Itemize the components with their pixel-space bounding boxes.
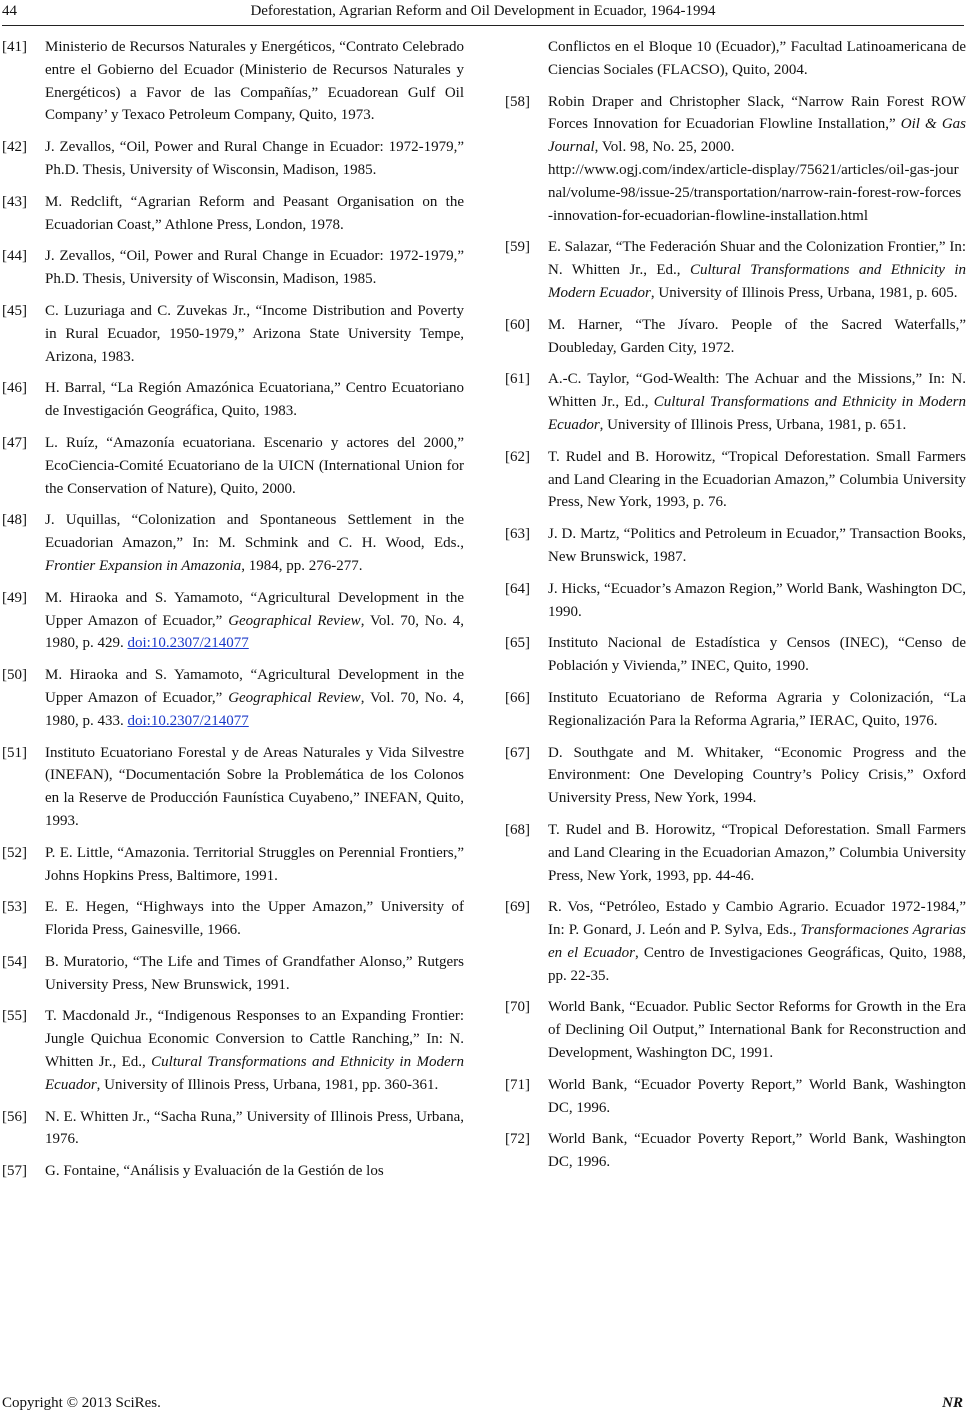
page-header bbox=[0, 0, 966, 22]
reference-text: M. Hiraoka and S. Yamamoto, “Agricultural Development in the Upper Amazon of Ecuador,” bbox=[45, 667, 464, 706]
reference-entry bbox=[505, 1074, 966, 1120]
running-title: Deforestation, Agrarian Reform and Oil Development in Ecuador, 1964-1994 bbox=[250, 3, 716, 19]
reference-number: [46] bbox=[2, 380, 27, 397]
reference-source-title: Cultural Transformations and Ethnicity in Modern Ecuador bbox=[548, 394, 966, 433]
reference-details: , University of Illinois Press, Urbana, 1981, p. 605. bbox=[650, 284, 958, 301]
reference-number: [51] bbox=[2, 744, 27, 761]
reference-text: J. Zevallos, “Oil, Power and Rural Change in Ecuador: 1972-1979,” Ph.D. Thesis, University of Wisconsin, Madison, 1985. bbox=[45, 139, 464, 178]
reference-text: Ministerio de Recursos Naturales y Energéticos, “Contrato Celebrado entre el Gobierno del Ecuador (Ministerio de Recursos Naturales y Energéticos) a Favor de las Compañías,” Ecuadorean Gulf Oil Company’ y Texaco Petroleum Company, Quito, 1973. bbox=[45, 39, 464, 124]
reference-number: [68] bbox=[505, 821, 530, 838]
reference-number: [67] bbox=[505, 744, 530, 761]
reference-number: [58] bbox=[505, 93, 530, 110]
reference-text: R. Vos, “Petróleo, Estado y Cambio Agrario. Ecuador 1972-1984,” In: P. Gonard, J. León and P. Sylva, Eds., bbox=[548, 899, 966, 939]
reference-number: [61] bbox=[505, 371, 530, 388]
reference-entry bbox=[505, 446, 966, 514]
reference-text: N. E. Whitten Jr., “Sacha Runa,” University of Illinois Press, Urbana, 1976. bbox=[45, 1108, 464, 1148]
reference-number: [63] bbox=[505, 526, 530, 543]
doi-link[interactable]: doi:10.2307/214077 bbox=[127, 635, 249, 652]
reference-entry bbox=[505, 36, 966, 82]
references-left-column bbox=[2, 36, 464, 1192]
reference-details: , Centro de Investigaciones Geográficas, Quito, 1988, pp. 22-35. bbox=[548, 944, 966, 984]
reference-number: [64] bbox=[505, 580, 530, 597]
reference-number: [49] bbox=[2, 589, 27, 606]
reference-number: [70] bbox=[505, 999, 530, 1016]
reference-entry bbox=[505, 1128, 966, 1174]
reference-number: [62] bbox=[505, 448, 530, 465]
journal-abbreviation: NR bbox=[942, 1395, 963, 1411]
reference-entry bbox=[505, 819, 966, 887]
reference-entry bbox=[2, 245, 464, 291]
reference-number: [47] bbox=[2, 434, 27, 451]
reference-entry bbox=[2, 842, 464, 888]
page-footer bbox=[0, 1392, 966, 1414]
reference-text: World Bank, “Ecuador. Public Sector Reforms for Growth in the Era of Declining Oil Output,” International Bank for Reconstruction and Development, Washington DC, 1991. bbox=[548, 999, 966, 1062]
reference-entry bbox=[2, 136, 464, 182]
reference-number: [43] bbox=[2, 193, 27, 210]
reference-text: World Bank, “Ecuador Poverty Report,” World Bank, Washington DC, 1996. bbox=[548, 1131, 966, 1171]
reference-entry bbox=[505, 368, 966, 436]
reference-number: [52] bbox=[2, 844, 27, 861]
reference-source-title: Cultural Transformations and Ethnicity in Modern Ecuador bbox=[548, 262, 966, 301]
reference-text: T. Rudel and B. Horowitz, “Tropical Deforestation. Small Farmers and Land Clearing in the Ecuadorian Amazon,” Columbia University Press, New York, 1993, pp. 44-46. bbox=[548, 821, 966, 884]
reference-entry bbox=[505, 236, 966, 304]
reference-number: [55] bbox=[2, 1008, 27, 1025]
reference-text: L. Ruíz, “Amazonía ecuatoriana. Escenario y actores del 2000,” EcoCiencia-Comité Ecuatoriano de la UICN (International Union for the Conservation of Nature), Quito, 2000. bbox=[45, 434, 464, 497]
reference-source-title: Transformaciones Agrarias en el Ecuador bbox=[548, 922, 966, 961]
reference-text: Robin Draper and Christopher Slack, “Narrow Rain Forest ROW Forces Innovation for Ecuadorian Flowline Installation,” bbox=[548, 93, 966, 133]
reference-details: , Vol. 98, No. 25, 2000. bbox=[594, 139, 735, 156]
reference-entry bbox=[2, 587, 464, 655]
reference-number: [53] bbox=[2, 899, 27, 916]
reference-entry bbox=[2, 36, 464, 127]
reference-number: [57] bbox=[2, 1163, 27, 1180]
reference-number: [56] bbox=[2, 1108, 27, 1125]
reference-text: C. Luzuriaga and C. Zuvekas Jr., “Income Distribution and Poverty in Rural Ecuador, 1950-1979,” Arizona State University Tempe, Arizona, 1983. bbox=[45, 302, 464, 365]
page-number: 44 bbox=[2, 3, 17, 19]
reference-number: [50] bbox=[2, 667, 27, 684]
reference-entry bbox=[2, 1160, 464, 1183]
reference-number: [41] bbox=[2, 39, 27, 55]
reference-source-title: Oil & Gas Journal bbox=[548, 116, 966, 156]
reference-text: J. Hicks, “Ecuador’s Amazon Region,” World Bank, Washington DC, 1990. bbox=[548, 580, 966, 620]
reference-number: [45] bbox=[2, 302, 27, 319]
reference-number: [44] bbox=[2, 248, 27, 265]
reference-text: D. Southgate and M. Whitaker, “Economic Progress and the Environment: One Developing Country’s Policy Crisis,” Oxford University Press, New York, 1994. bbox=[548, 744, 966, 807]
reference-entry bbox=[2, 191, 464, 237]
reference-source-title: Geographical Review bbox=[228, 689, 361, 706]
reference-number: [54] bbox=[2, 953, 27, 970]
references-right-column bbox=[505, 36, 966, 1183]
reference-entry bbox=[2, 664, 464, 732]
reference-text: T. Macdonald Jr., “Indigenous Responses to an Expanding Frontier: Jungle Quichua Economic Conversion to Cattle Ranching,” In: N. Whitten Jr., Ed., bbox=[45, 1008, 464, 1071]
reference-text: M. Harner, “The Jívaro. People of the Sacred Waterfalls,” Doubleday, Garden City, 1972. bbox=[548, 316, 966, 356]
reference-details: , 1984, pp. 276-277. bbox=[241, 557, 363, 574]
reference-entry bbox=[2, 377, 464, 423]
reference-text: M. Redclift, “Agrarian Reform and Peasant Organisation on the Ecuadorian Coast,” Athlone Press, London, 1978. bbox=[45, 193, 464, 233]
reference-source-title: Cultural Transformations and Ethnicity in Modern Ecuador bbox=[45, 1054, 464, 1093]
reference-entry bbox=[505, 896, 966, 987]
reference-entry bbox=[505, 523, 966, 569]
reference-entry bbox=[505, 996, 966, 1064]
reference-text: T. Rudel and B. Horowitz, “Tropical Deforestation. Small Farmers and Land Clearing in the Ecuadorian Amazon,” Columbia University Press, New York, 1993, p. 76. bbox=[548, 448, 966, 511]
reference-text: M. Hiraoka and S. Yamamoto, “Agricultural Development in the Upper Amazon of Ecuador,” bbox=[45, 589, 464, 629]
reference-entry bbox=[2, 742, 464, 833]
header-rule bbox=[2, 25, 964, 26]
reference-url[interactable]: http://www.ogj.com/index/article-display/75621/articles/oil-gas-journal/volume-98/issue-25/transportation/narrow-rain-forest-row-forces-innovation-for-ecuadorian-flowline-installation.html bbox=[548, 161, 962, 224]
reference-entry bbox=[2, 896, 464, 942]
doi-link[interactable]: doi:10.2307/214077 bbox=[127, 712, 249, 729]
reference-text: A.-C. Taylor, “God-Wealth: The Achuar and the Missions,” In: N. Whitten Jr., Ed., bbox=[548, 371, 966, 411]
reference-text: B. Muratorio, “The Life and Times of Grandfather Alonso,” Rutgers University Press, New Brunswick, 1991. bbox=[45, 953, 464, 993]
reference-source-title: Frontier Expansion in Amazonia bbox=[45, 557, 242, 574]
reference-entry bbox=[505, 578, 966, 624]
reference-text: J. Zevallos, “Oil, Power and Rural Change in Ecuador: 1972-1979,” Ph.D. Thesis, University of Wisconsin, Madison, 1985. bbox=[45, 248, 464, 288]
reference-entry bbox=[2, 300, 464, 368]
reference-entry bbox=[2, 432, 464, 500]
reference-text: P. E. Little, “Amazonia. Territorial Struggles on Perennial Frontiers,” Johns Hopkins Press, Baltimore, 1991. bbox=[45, 844, 464, 884]
reference-number: [71] bbox=[505, 1076, 530, 1093]
reference-text: Instituto Ecuatoriano Forestal y de Areas Naturales y Vida Silvestre (INEFAN), “Documentación Sobre la Problemática de los Colonos en la Reserve de Producción Faunística Cuyabeno,” INEFAN, Quito, 1993. bbox=[45, 744, 464, 829]
reference-entry bbox=[2, 509, 464, 577]
reference-details: , University of Illinois Press, Urbana, 1981, p. 651. bbox=[599, 416, 907, 433]
reference-number: [72] bbox=[505, 1131, 530, 1148]
reference-number: [42] bbox=[2, 139, 27, 156]
reference-text: G. Fontaine, “Análisis y Evaluación de la Gestión de los bbox=[45, 1163, 384, 1180]
reference-text: J. Uquillas, “Colonization and Spontaneous Settlement in the Ecuadorian Amazon,” In: M. Schmink and C. H. Wood, Eds., bbox=[45, 512, 464, 552]
reference-entry bbox=[505, 314, 966, 360]
reference-text: Conflictos en el Bloque 10 (Ecuador),” Facultad Latinoamericana de Ciencias Sociales (FLACSO), Quito, 2004. bbox=[548, 39, 966, 78]
copyright-notice: Copyright © 2013 SciRes. bbox=[2, 1395, 161, 1411]
reference-text: Instituto Ecuatoriano de Reforma Agraria y Colonización, “La Regionalización Para la Reforma Agraria,” IERAC, Quito, 1976. bbox=[548, 689, 966, 729]
reference-text: H. Barral, “La Región Amazónica Ecuatoriana,” Centro Ecuatoriano de Investigación Geográfica, Quito, 1983. bbox=[45, 380, 464, 420]
reference-entry bbox=[505, 742, 966, 810]
reference-details: , Vol. 70, No. 4, 1980, p. 429. bbox=[45, 612, 464, 652]
reference-source-title: Geographical Review bbox=[228, 612, 361, 629]
reference-entry bbox=[505, 91, 966, 228]
reference-number: [69] bbox=[505, 899, 530, 916]
reference-number: [66] bbox=[505, 689, 530, 706]
reference-entry bbox=[505, 632, 966, 678]
reference-text: Instituto Nacional de Estadística y Censos (INEC), “Censo de Población y Vivienda,” INEC, Quito, 1990. bbox=[548, 635, 966, 675]
reference-number: [48] bbox=[2, 512, 27, 529]
reference-number: [65] bbox=[505, 635, 530, 652]
reference-text: E. Salazar, “The Federación Shuar and the Colonization Frontier,” In: N. Whitten Jr., Ed., bbox=[548, 239, 966, 279]
reference-entry bbox=[2, 951, 464, 997]
reference-entry bbox=[505, 687, 966, 733]
reference-details: , Vol. 70, No. 4, 1980, p. 433. bbox=[45, 689, 464, 729]
reference-number: [60] bbox=[505, 316, 530, 333]
reference-entry bbox=[2, 1005, 464, 1096]
reference-details: , University of Illinois Press, Urbana, 1981, pp. 360-361. bbox=[96, 1076, 439, 1093]
reference-text: E. E. Hegen, “Highways into the Upper Amazon,” University of Florida Press, Gainesville, 1966. bbox=[45, 899, 464, 939]
reference-text: J. D. Martz, “Politics and Petroleum in Ecuador,” Transaction Books, New Brunswick, 1987. bbox=[548, 526, 966, 565]
reference-number: [59] bbox=[505, 239, 530, 256]
reference-text: World Bank, “Ecuador Poverty Report,” World Bank, Washington DC, 1996. bbox=[548, 1076, 966, 1116]
reference-entry bbox=[2, 1106, 464, 1152]
